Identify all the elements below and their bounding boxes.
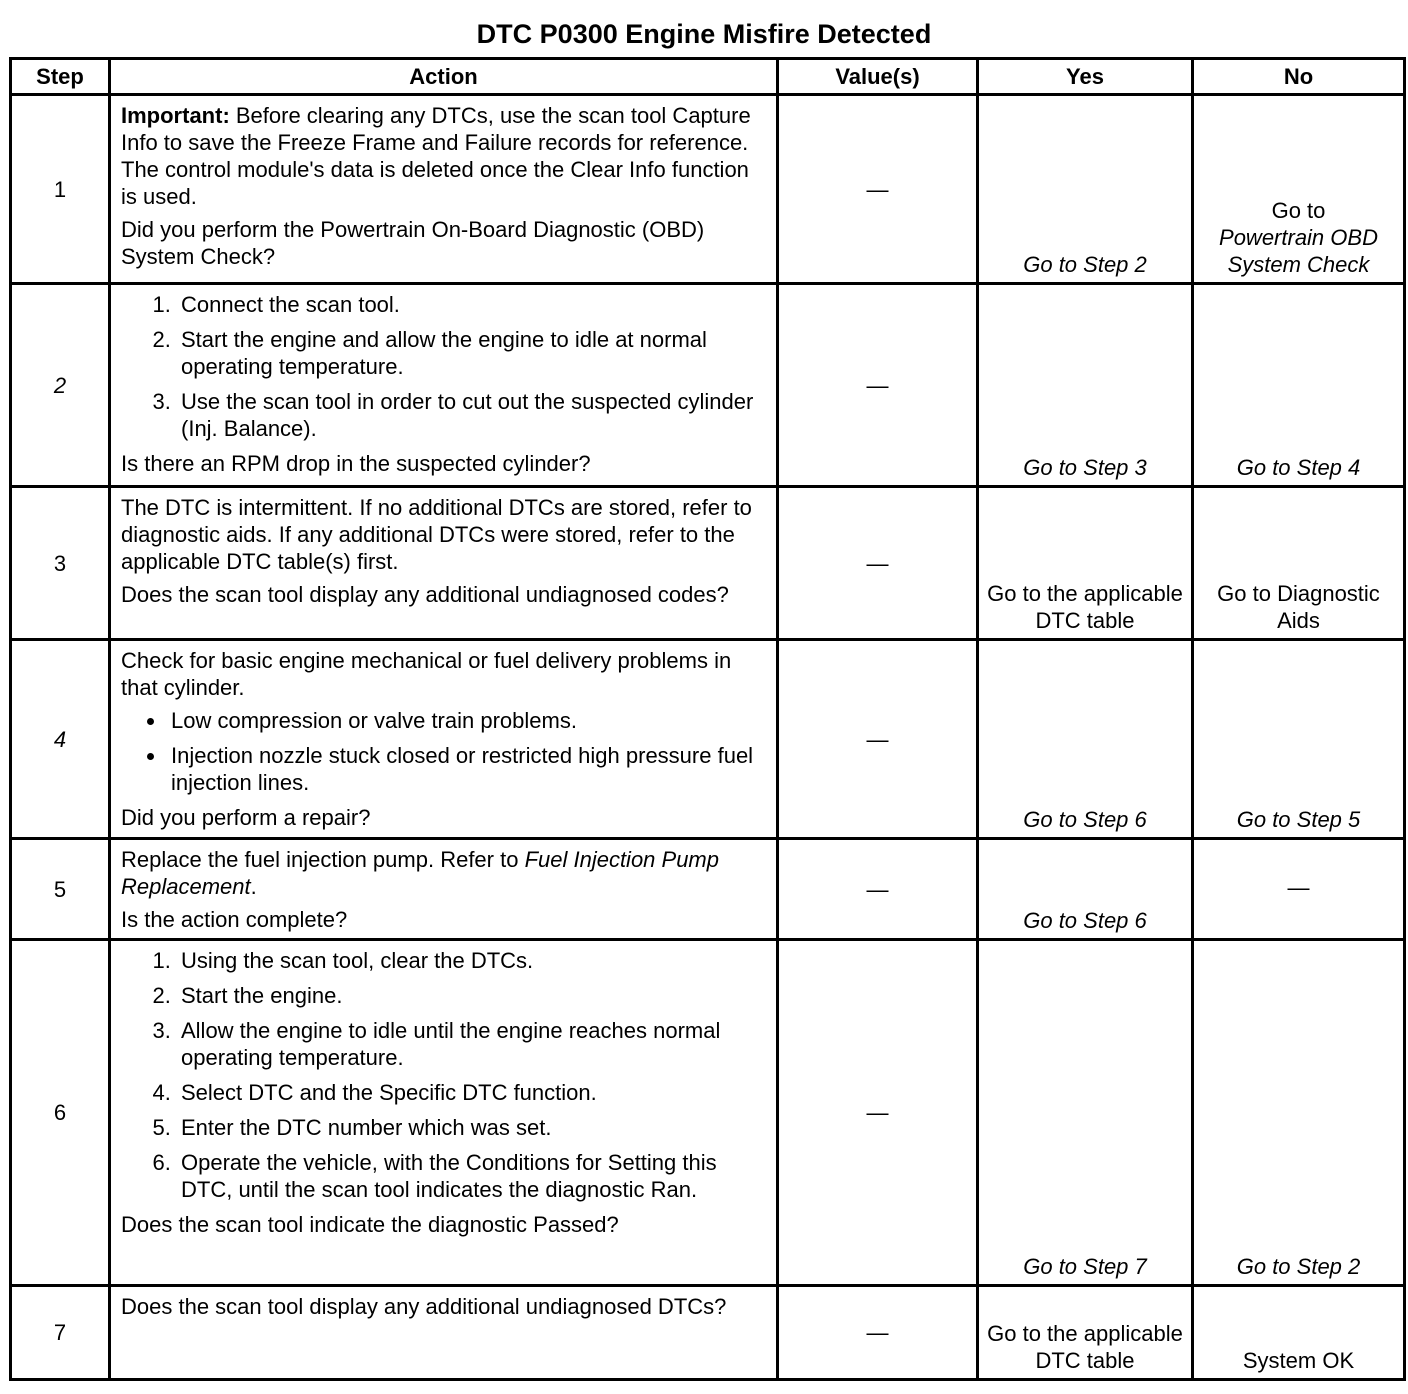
- action-text: Check for basic engine mechanical or fuel delivery problems in that cylinder.: [121, 648, 732, 700]
- action-cell: [110, 640, 778, 839]
- table-row-step-2: [11, 284, 1405, 487]
- header-step: Step: [11, 59, 110, 95]
- yes-cell: Go to Step 2: [978, 95, 1193, 284]
- header-values: Value(s): [778, 59, 978, 95]
- action-bullet-list: [121, 707, 768, 796]
- value-cell: —: [778, 940, 978, 1286]
- action-question: Did you perform a repair?: [121, 805, 371, 830]
- no-cell: System OK: [1193, 1286, 1405, 1380]
- action-cell: [110, 839, 778, 940]
- table-row-step-4: [11, 640, 1405, 839]
- action-text: The DTC is intermittent. If no additional DTCs are stored, refer to diagnostic aids. If any additional DTCs were stored, refer to the applicable DTC table(s) first.: [121, 495, 752, 574]
- list-item: 1. Connect the scan tool.: [177, 291, 768, 318]
- value-cell: —: [778, 284, 978, 487]
- table-row-step-3: [11, 487, 1405, 640]
- action-question: Does the scan tool display any additional undiagnosed DTCs?: [121, 1294, 727, 1319]
- list-item: 3. Use the scan tool in order to cut out the suspected cylinder (Inj. Balance).: [177, 388, 768, 442]
- important-note: [121, 102, 768, 210]
- action-question: Does the scan tool display any additional undiagnosed codes?: [121, 582, 729, 607]
- step-number: 1: [11, 95, 110, 284]
- step-number: 3: [11, 487, 110, 640]
- value-cell: —: [778, 640, 978, 839]
- no-cell: [1193, 95, 1405, 284]
- step-number: 4: [11, 640, 110, 839]
- header-yes: Yes: [978, 59, 1193, 95]
- yes-cell: Go to Step 6: [978, 839, 1193, 940]
- table-row-step-7: [11, 1286, 1405, 1380]
- yes-cell: Go to Step 3: [978, 284, 1193, 487]
- value-cell: —: [778, 95, 978, 284]
- action-question: Did you perform the Powertrain On-Board Diagnostic (OBD) System Check?: [121, 217, 705, 269]
- value-cell: —: [778, 487, 978, 640]
- step-number: 6: [11, 940, 110, 1286]
- action-text: [121, 846, 768, 900]
- value-cell: —: [778, 839, 978, 940]
- action-cell: [110, 284, 778, 487]
- no-cell: Go to Diagnostic Aids: [1193, 487, 1405, 640]
- table-row-step-1: [11, 95, 1405, 284]
- action-steps-list: [121, 947, 768, 1203]
- page-title: DTC P0300 Engine Misfire Detected: [476, 19, 932, 49]
- table-row-step-6: [11, 940, 1405, 1286]
- list-item: 5. Enter the DTC number which was set.: [177, 1114, 768, 1141]
- action-question: Does the scan tool indicate the diagnostic Passed?: [121, 1212, 619, 1237]
- list-item: • Injection nozzle stuck closed or restricted high pressure fuel injection lines.: [167, 742, 768, 796]
- value-cell: —: [778, 1286, 978, 1380]
- list-item: 1. Using the scan tool, clear the DTCs.: [177, 947, 768, 974]
- list-item: 2. Start the engine.: [177, 982, 768, 1009]
- header-action: Action: [110, 59, 778, 95]
- yes-cell: Go to the applicable DTC table: [978, 1286, 1193, 1380]
- action-question: Is there an RPM drop in the suspected cylinder?: [121, 451, 591, 476]
- list-item: 3. Allow the engine to idle until the engine reaches normal operating temperature.: [177, 1017, 768, 1071]
- yes-cell: Go to the applicable DTC table: [978, 487, 1193, 640]
- list-item: 4. Select DTC and the Specific DTC function.: [177, 1079, 768, 1106]
- no-cell: Go to Step 4: [1193, 284, 1405, 487]
- yes-cell: Go to Step 6: [978, 640, 1193, 839]
- important-label: Important:: [121, 103, 230, 128]
- procedure-link: Fuel Injection Pump Replacement: [121, 847, 719, 899]
- action-cell: [110, 940, 778, 1286]
- step-number: 5: [11, 839, 110, 940]
- diagnostic-table: [9, 57, 1406, 1381]
- action-text-suffix: .: [250, 874, 257, 899]
- important-text: Before clearing any DTCs, use the scan tool Capture Info to save the Freeze Frame and Failure records for reference. The control module's data is deleted once the Clear Info function is used.: [121, 103, 751, 209]
- action-cell: [110, 487, 778, 640]
- table-header-row: [11, 59, 1405, 95]
- list-item: • Low compression or valve train problems.: [167, 707, 768, 734]
- step-number: 2: [11, 284, 110, 487]
- list-item: 2. Start the engine and allow the engine to idle at normal operating temperature.: [177, 326, 768, 380]
- yes-cell: Go to Step 7: [978, 940, 1193, 1286]
- action-cell: [110, 1286, 778, 1380]
- action-steps-list: [121, 291, 768, 442]
- header-no: No: [1193, 59, 1405, 95]
- step-number: 7: [11, 1286, 110, 1380]
- list-item: 6. Operate the vehicle, with the Conditions for Setting this DTC, until the scan tool indicates the diagnostic Ran.: [177, 1149, 768, 1203]
- no-prefix: Go to: [1271, 198, 1326, 223]
- action-cell: [110, 95, 778, 284]
- action-question: Is the action complete?: [121, 907, 348, 932]
- no-cell: Go to Step 5: [1193, 640, 1405, 839]
- no-cell: —: [1193, 839, 1405, 940]
- no-link: Powertrain OBD System Check: [1219, 225, 1378, 277]
- no-cell: Go to Step 2: [1193, 940, 1405, 1286]
- table-row-step-5: [11, 839, 1405, 940]
- action-text-prefix: Replace the fuel injection pump. Refer to: [121, 847, 525, 872]
